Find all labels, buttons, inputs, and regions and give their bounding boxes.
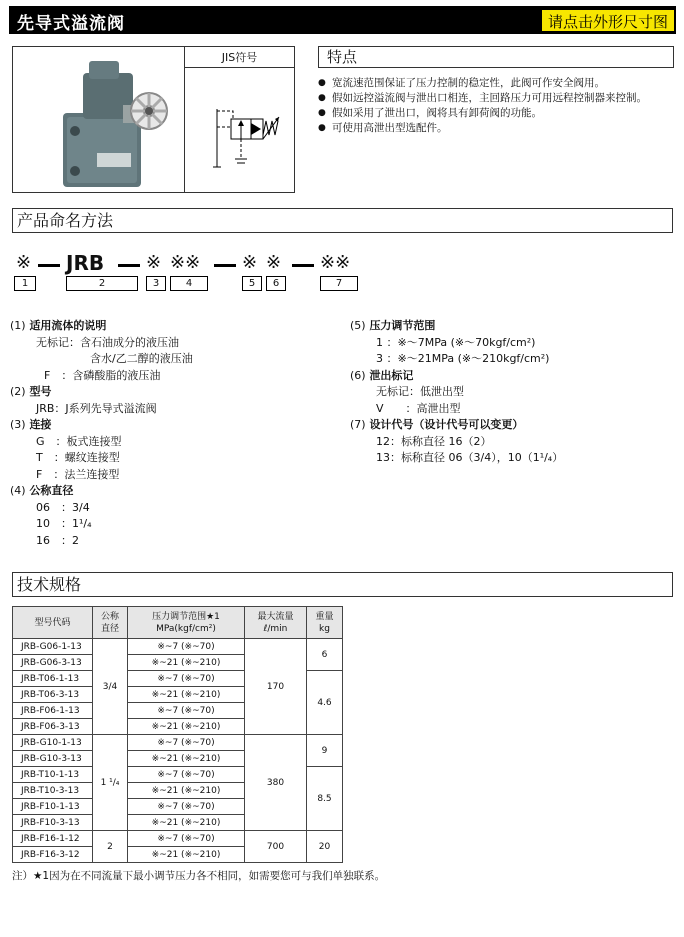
table-row: JRB-F10-1-13 ※~7 (※~70) [13, 799, 343, 815]
col-flow: 最大流量 ℓ/min [245, 607, 307, 639]
valve-photo [43, 53, 173, 189]
dimension-drawing-link[interactable]: 请点击外形尺寸图 [541, 9, 675, 32]
code-dash [38, 264, 60, 267]
legend-line: F ：法兰连接型 [36, 467, 120, 481]
table-row: JRB-T10-3-13 ※~21 (※~210) [13, 783, 343, 799]
code-box-7: 7 [320, 276, 358, 291]
legend-heading-5: (5) 压力调节范围 [350, 319, 436, 332]
legend-heading-7: (7) 设计代号（设计代号可以变更） [350, 418, 524, 431]
code-dash [214, 264, 236, 267]
legend-line: G ：板式连接型 [36, 434, 122, 448]
legend-line: 3 ：※～21MPa (※～210kgf/cm²) [376, 352, 550, 365]
table-row: JRB-G10-3-13 ※~21 (※~210) [13, 751, 343, 767]
col-weight: 重量 kg [307, 607, 343, 639]
code-box-6: 6 [266, 276, 286, 291]
naming-code [14, 252, 374, 292]
code-box-5: 5 [242, 276, 262, 291]
table-row: JRB-T10-1-13 ※~7 (※~70) 8.5 [13, 767, 343, 783]
feature-item: ● 可使用高泄出型选配件。 [318, 121, 678, 136]
product-image-panel [12, 46, 295, 193]
legend-line: JRB：J系列先导式溢流阀 [36, 401, 157, 415]
legend-right [350, 318, 680, 467]
legend-line: 06 ：3/4 [36, 500, 90, 514]
table-row: JRB-F16-1-12 2 ※~7 (※~70) 700 20 [13, 831, 343, 847]
code-part-4: ※※ [170, 252, 201, 273]
code-dash [292, 264, 314, 267]
legend-line: 10 ：1¹/₄ [36, 517, 92, 530]
table-row: JRB-T06-3-13 ※~21 (※~210) [13, 687, 343, 703]
code-box-2: 2 [66, 276, 138, 291]
feature-item: ● 假如采用了泄出口，阀将具有卸荷阀的功能。 [318, 106, 678, 121]
legend-heading-2: (2) 型号 [10, 385, 52, 398]
code-dash [118, 264, 140, 267]
legend-heading-1: (1) 适用流体的说明 [10, 319, 107, 332]
code-part-5: ※ [242, 252, 258, 273]
spec-table [12, 606, 343, 863]
table-row: JRB-G06-3-13 ※~21 (※~210) [13, 655, 343, 671]
code-part-2: JRB [66, 251, 105, 275]
code-box-4: 4 [170, 276, 208, 291]
panel-divider [184, 47, 185, 192]
feature-item: ● 假如远控溢流阀与泄出口相连，主回路压力可用远程控制器来控制。 [318, 91, 678, 106]
table-header-row [13, 607, 343, 639]
code-part-3: ※ [146, 252, 162, 273]
code-part-7: ※※ [320, 252, 351, 273]
title-bar [9, 6, 676, 34]
spec-heading: 技术规格 [12, 572, 673, 597]
legend-heading-6: (6) 泄出标记 [350, 368, 414, 382]
col-range: 压力调节范围★1 MPa(kgf/cm²) [128, 607, 245, 639]
legend-line: V ：高泄出型 [376, 401, 461, 415]
feature-item: ● 宽流速范围保证了压力控制的稳定性，此阀可作安全阀用。 [318, 76, 678, 91]
naming-heading: 产品命名方法 [12, 208, 673, 233]
jis-symbol-label: JIS符号 [185, 47, 294, 68]
page-title: 先导式溢流阀 [17, 14, 125, 34]
legend-line: 12：标称直径 16（2） [376, 434, 492, 448]
legend-line: 含水/乙二醇的液压油 [90, 352, 193, 365]
legend-line: 16 ：2 [36, 533, 79, 547]
table-row: JRB-F06-3-13 ※~21 (※~210) [13, 719, 343, 735]
legend-heading-4: (4) 公称直径 [10, 484, 74, 497]
code-part-6: ※ [266, 252, 282, 273]
table-row: JRB-F16-3-12 ※~21 (※~210) [13, 847, 343, 863]
legend-left [10, 318, 340, 549]
col-model: 型号代码 [13, 607, 93, 639]
legend-line: 无标记：低泄出型 [376, 385, 464, 398]
code-part-1: ※ [16, 252, 32, 273]
table-row: JRB-G06-1-13 3/4 ※~7 (※~70) 170 6 [13, 639, 343, 655]
table-row: JRB-G10-1-13 1 ¹/₄ ※~7 (※~70) 380 9 [13, 735, 343, 751]
relief-valve-symbol-icon [203, 97, 288, 172]
code-box-1: 1 [14, 276, 36, 291]
table-row: JRB-F06-1-13 ※~7 (※~70) [13, 703, 343, 719]
legend-line: F ：含磷酸脂的液压油 [44, 368, 161, 382]
code-box-3: 3 [146, 276, 166, 291]
legend-line: T ：螺纹连接型 [36, 451, 120, 464]
legend-heading-3: (3) 连接 [10, 418, 52, 431]
footnote: 注）★1因为在不同流量下最小调节压力各不相同，如需要您可与我们单独联系。 [12, 870, 386, 882]
legend-line: 无标记：含石油成分的液压油 [36, 335, 179, 349]
features-list [318, 76, 678, 136]
legend-line: 1 ：※～7MPa (※～70kgf/cm²) [376, 335, 536, 349]
table-row: JRB-T06-1-13 ※~7 (※~70) 4.6 [13, 671, 343, 687]
legend-line: 13：标称直径 06（3/4），10（1¹/₄） [376, 451, 564, 464]
features-heading: 特点 [318, 46, 674, 68]
table-row: JRB-F10-3-13 ※~21 (※~210) [13, 815, 343, 831]
col-size: 公称 直径 [93, 607, 128, 639]
